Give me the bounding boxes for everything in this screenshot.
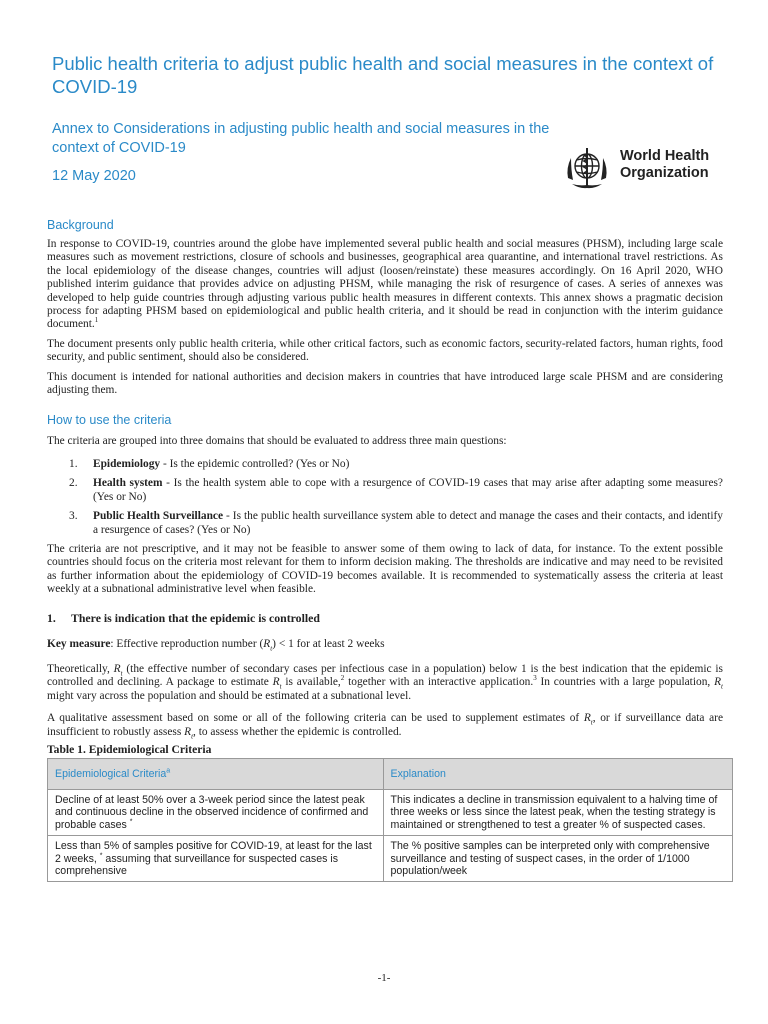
who-emblem-icon	[562, 142, 612, 192]
table-caption: Table 1. Epidemiological Criteria	[47, 742, 212, 756]
text-run: A qualitative assessment based on some or all of the following criteria can be used to supplement estimates of	[47, 712, 584, 725]
background-paragraph-3: This document is intended for national authorities and decision makers in countries that have introduced large scale PHSM and are considering adjusting them.	[47, 370, 723, 397]
list-item	[47, 458, 723, 471]
text-run: (the effective number of secondary cases per infectious case in a population) below 1 is the best indication that the epidemic is controlled and declining. A package to estimate	[47, 662, 723, 689]
rt-symbol: R	[272, 676, 280, 689]
reference-2[interactable]: 2	[340, 674, 345, 683]
list-item-term: Public Health Surveillance	[93, 510, 224, 523]
list-item-term: Epidemiology	[93, 457, 161, 470]
table-header-row	[48, 758, 733, 789]
footnote-mark: a	[166, 767, 171, 775]
rt-symbol: R	[263, 637, 271, 650]
reference-3[interactable]: 3	[533, 674, 537, 683]
footnote-mark: *	[99, 852, 103, 860]
column-header-text: Epidemiological Criteria	[55, 767, 167, 780]
column-header	[48, 758, 384, 789]
rt-symbol: R	[113, 662, 121, 675]
list-item-number: 3.	[69, 510, 78, 523]
table-cell	[48, 836, 384, 882]
background-p1-text: In response to COVID-19, countries around the globe have implemented several public health and social measures (PHSM), including large scale measures such as movement restrictions, closure of schools and businesses, geographical area quarantine, and international travel restrictions. As the local epidemiology of the disease changes, countries will adjust (loosen/reinstate) these measures accordingly. On 16 April 2020, WHO published interim guidance that provides advice on adjusting PHSM, while managing the risk of resurgence of cases. A series of annexes was developed to help guide countries through adjusting various public health measures in different contexts. This annex shows a pragmatic decision process for adapting PHSM based on epidemiological and public health criteria, and it should be read in conjunction with the interim guidance document.	[47, 238, 723, 331]
text-run: together with an interactive application.	[344, 676, 534, 689]
key-measure-text: ) < 1 for at least 2 weeks	[272, 637, 385, 650]
background-heading: Background	[47, 218, 114, 232]
rt-subscript: t	[120, 669, 123, 678]
reference-1[interactable]: 1	[94, 316, 99, 325]
rt-subscript: t	[721, 682, 723, 691]
document-subtitle: Annex to Considerations in adjusting public health and social measures in the context of COVID-19	[52, 121, 550, 156]
table-cell: The % positive samples can be interpreted only with comprehensive surveillance and testing of suspect cases, in the order of 1/1000 population/week	[383, 836, 733, 882]
text-run: , or if surveillance data are insufficient to robustly assess	[47, 712, 723, 738]
rt-subscript: t	[279, 682, 282, 691]
list-item-number: 2.	[69, 477, 78, 490]
rt-subscript: t	[270, 643, 273, 652]
list-item-text: - Is the health system able to cope with a resurgence of COVID-19 cases that may arise after adapting some measures? (Yes or No)	[93, 477, 723, 503]
section-1-heading	[47, 611, 723, 626]
section-1-paragraph-2	[47, 712, 723, 739]
publication-date: 12 May 2020	[52, 168, 136, 184]
list-item-number: 1.	[69, 457, 78, 470]
criteria-domain-list	[47, 458, 723, 537]
who-wordmark	[620, 148, 709, 182]
list-item	[47, 510, 723, 537]
cell-text: Decline of at least 50% over a 3-week period since the latest peak and continuous decline in the observed incidence of confirmed and probable cases	[55, 793, 369, 831]
document-title: Public health criteria to adjust public health and social measures in the context of COVID-19	[52, 53, 714, 97]
background-paragraph-1	[47, 238, 723, 332]
table-row	[48, 789, 733, 835]
logo-line-2: Organization	[620, 165, 709, 181]
list-item	[47, 477, 723, 504]
how-to-heading: How to use the criteria	[47, 413, 172, 428]
section-1-paragraph-1	[47, 663, 723, 703]
rt-symbol: R	[184, 725, 192, 738]
rt-symbol: R	[714, 676, 722, 689]
who-logo	[562, 142, 732, 194]
epidemiological-criteria-table	[47, 758, 733, 882]
footnote-mark: *	[129, 818, 133, 826]
key-measure-text: : Effective reproduction number (	[110, 637, 264, 650]
text-run: is available,	[281, 676, 341, 689]
column-header: Explanation	[383, 758, 733, 789]
main-content	[47, 218, 723, 882]
rt-symbol: R	[583, 712, 591, 725]
background-paragraph-2: The document presents only public health criteria, while other critical factors, such as economic factors, security-related factors, human rights, food security, and public sentiment, should also be considered.	[47, 337, 723, 364]
text-run: , to assess whether the epidemic is controlled.	[193, 725, 402, 738]
text-run: In countries with a large population,	[536, 676, 715, 689]
section-title: There is indication that the epidemic is controlled	[71, 610, 320, 625]
rt-subscript: t	[590, 718, 593, 727]
page-number: -1-	[377, 972, 391, 984]
list-item-term: Health system	[93, 477, 163, 490]
table-row	[48, 836, 733, 882]
how-to-paragraph: The criteria are not prescriptive, and it may not be feasible to answer some of them owing to lack of data, for instance. To the extent possible countries should focus on the criteria most relevant for them to inform decision making. The thresholds are indicative and may need to be revisited as further information about the epidemiology of COVID-19 becomes available. It is recommended to systematically assess the criteria at least weekly at a subnational administrative level when feasible.	[47, 542, 723, 596]
section-number: 1.	[47, 610, 56, 625]
how-to-intro: The criteria are grouped into three domains that should be evaluated to address three main questions:	[47, 435, 507, 448]
key-measure-label: Key measure	[47, 637, 111, 650]
table-cell	[48, 789, 384, 835]
rt-subscript: t	[191, 731, 194, 740]
text-run: Theoretically,	[47, 662, 114, 675]
cell-text: Less than 5% of samples positive for COVID-19, at least for the last 2 weeks,	[55, 840, 372, 865]
list-item-text: - Is the epidemic controlled? (Yes or No)	[160, 457, 350, 470]
text-run: might vary across the population and should be estimated at a subnational level.	[47, 689, 412, 702]
list-item-text: - Is the public health surveillance system able to detect and manage the cases and their contacts, and identify a resurgence of cases? (Yes or No)	[93, 510, 723, 536]
key-measure	[47, 638, 723, 651]
table-cell: This indicates a decline in transmission equivalent to a halving time of three weeks or less since the latest peak, when the testing strategy is maintained or strengthened to test a greater % of suspected cases.	[383, 789, 733, 835]
cell-text: assuming that surveillance for suspected cases is comprehensive	[55, 852, 339, 877]
logo-line-1: World Health	[620, 148, 710, 164]
